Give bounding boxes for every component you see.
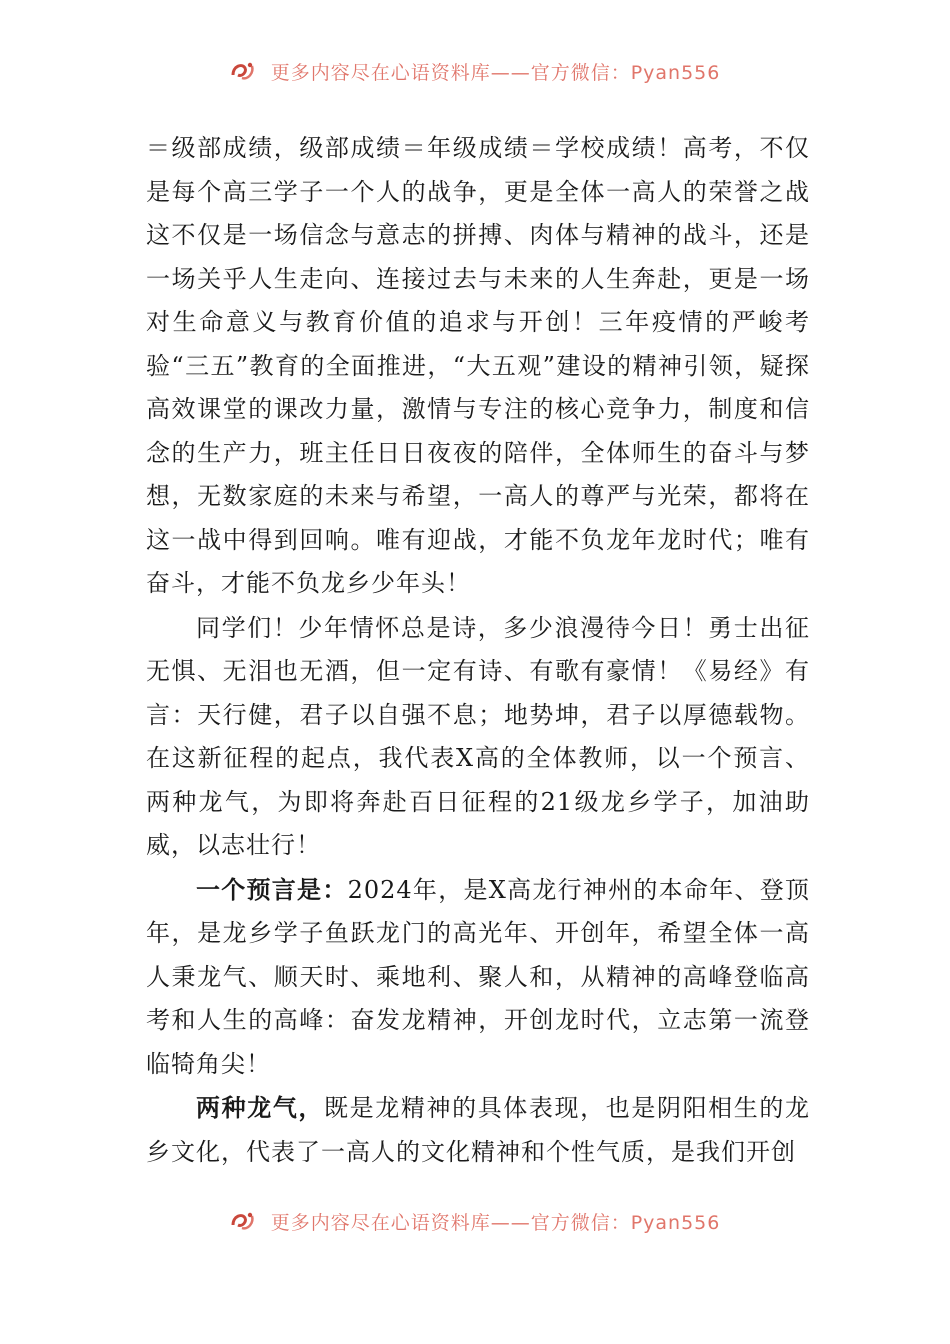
paragraph-lead-dragon-spirit: 两种龙气， xyxy=(196,1093,325,1122)
watermark-text: 更多内容尽在心语资料库——官方微信：Pyan556 xyxy=(270,62,721,84)
watermark-logo-icon xyxy=(230,1210,256,1237)
paragraph-text: ＝级部成绩，级部成绩＝年级成绩＝学校成绩！高考，不仅是每个高三学子一个人的战争，更是全体一高人的荣誉之战这不仅是一场信念与意志的拼搏、肉体与精神的战斗，还是一场关乎人生走向、连接过去与未来的人生奔赴，更是一场对生命意义与教育价值的追求与开创！三年疫情的严峻考验“三五”教育的全面推进，“大五观”建设的精神引领，疑探高效课堂的课改力量，激情与专注的核心竞争力，制度和信念的生产力，班主任日日夜夜的陪伴，全体师生的奋斗与梦想，无数家庭的未来与希望，一高人的尊严与光荣，都将在这一战中得到回响。唯有迎战，才能不负龙年龙时代；唯有奋斗，才能不负龙乡少年头！ xyxy=(146,134,810,597)
watermark-text: 更多内容尽在心语资料库——官方微信：Pyan556 xyxy=(270,1212,721,1234)
document-body xyxy=(146,126,810,1174)
watermark-logo-icon xyxy=(230,60,256,87)
paragraph-3 xyxy=(146,868,810,1087)
footer-watermark xyxy=(0,1208,950,1237)
paragraph-text: 既是龙精神的具体表现，也是阴阳相生的龙乡文化，代表了一高人的文化精神和个性气质，是我们开创 xyxy=(146,1094,811,1166)
header-watermark xyxy=(0,58,950,87)
paragraph-lead-prophecy: 一个预言是： xyxy=(196,874,348,904)
paragraph-text: 2024年，是X高龙行神州的本命年、登顶年，是龙乡学子鱼跃龙门的高光年、开创年，希望全体一高人秉龙气、顺天时、乘地利、聚人和，从精神的高峰登临高考和人生的高峰：奋发龙精神，开创龙时代，立志第一流登临犄角尖！ xyxy=(146,875,810,1078)
paragraph-1 xyxy=(146,126,810,606)
paragraph-2 xyxy=(146,606,810,868)
paragraph-4 xyxy=(146,1086,810,1174)
paragraph-text: 同学们！少年情怀总是诗，多少浪漫待今日！勇士出征无惧、无泪也无酒，但一定有诗、有歌有豪情！《易经》有言：天行健，君子以自强不息；地势坤，君子以厚德载物。在这新征程的起点，我代表X高的全体教师，以一个预言、两种龙气，为即将奔赴百日征程的21级龙乡学子，加油助威，以志壮行！ xyxy=(146,613,810,859)
